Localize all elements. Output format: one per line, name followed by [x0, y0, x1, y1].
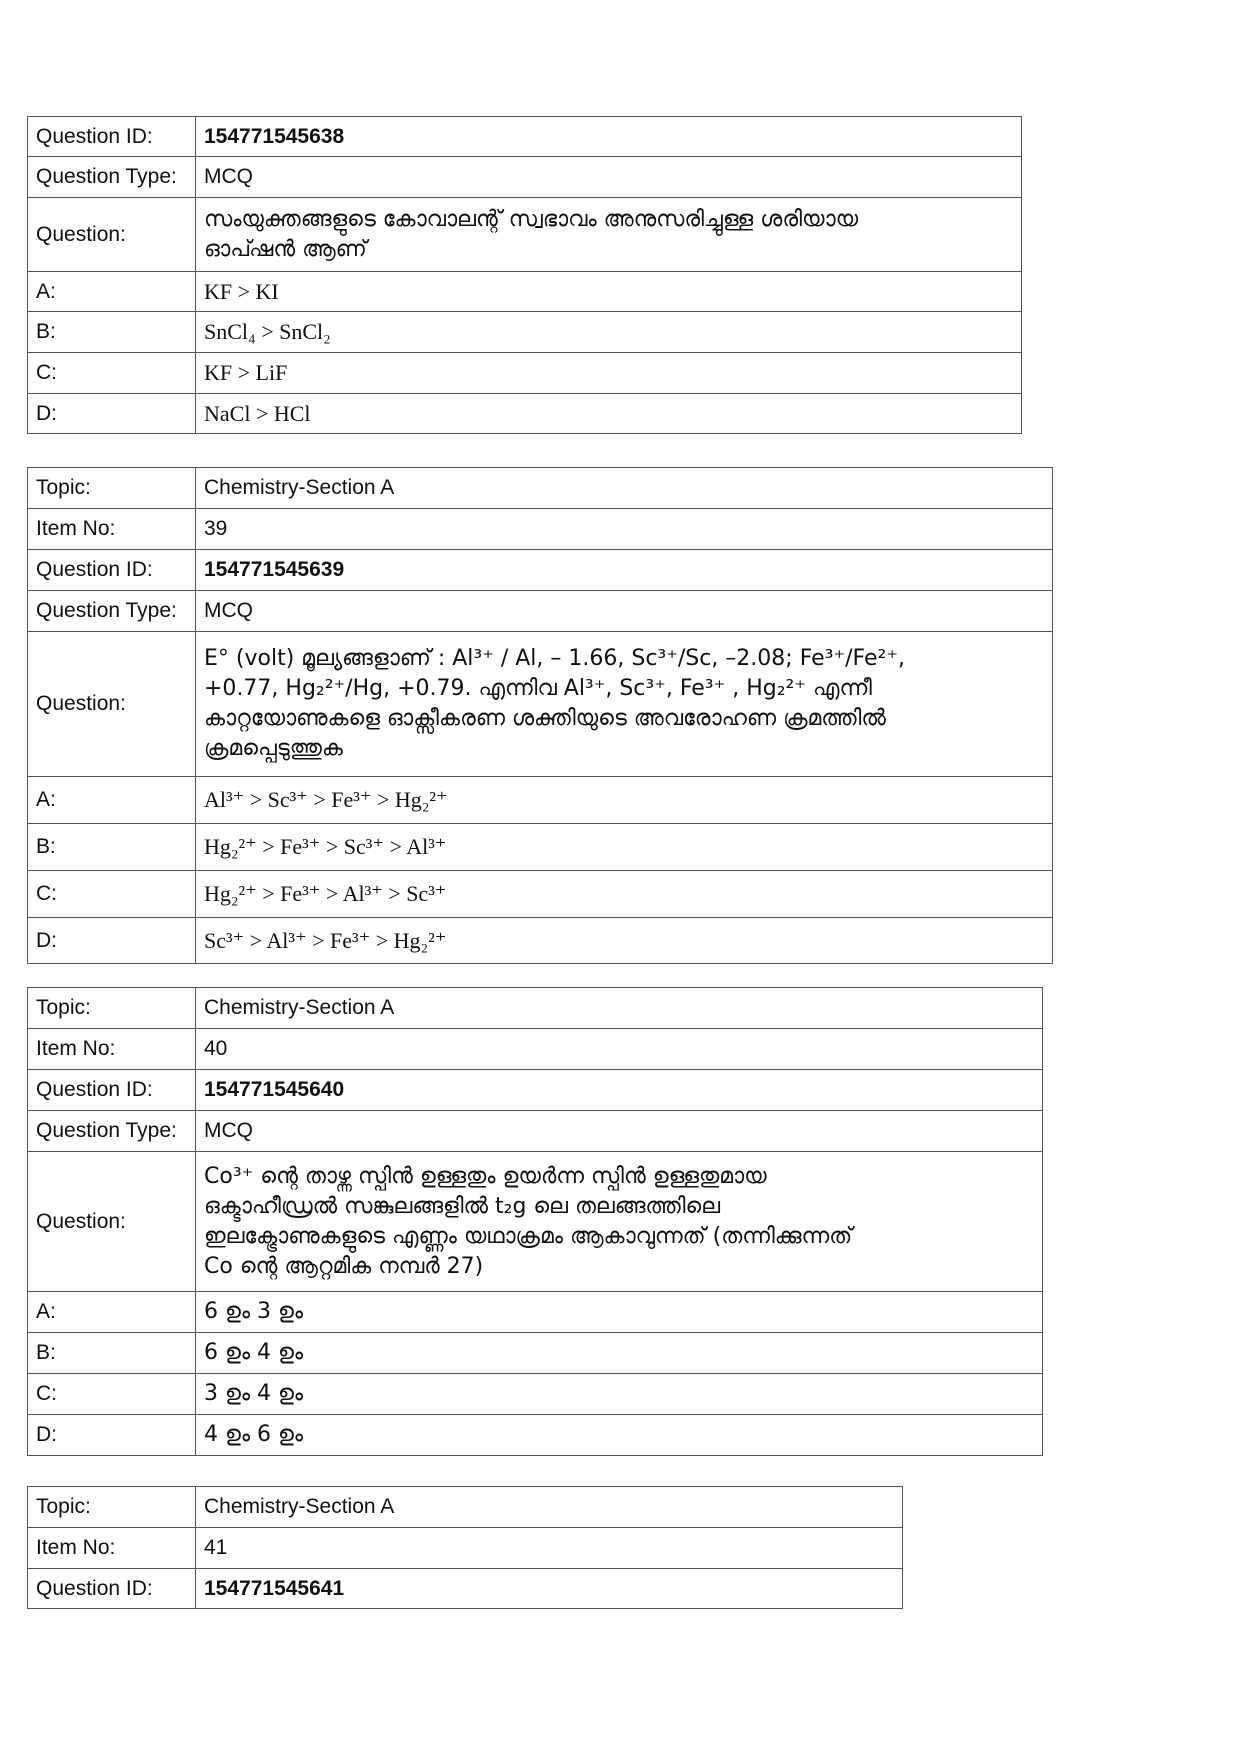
question-id-label: Question ID:	[28, 1569, 196, 1609]
topic-row	[28, 468, 1053, 509]
topic-value: Chemistry-Section A	[196, 468, 1053, 509]
question-type-label: Question Type:	[28, 1111, 196, 1152]
topic-label: Topic:	[28, 1487, 196, 1528]
question-line: ഇലക്ട്രോണുകളുടെ എണ്ണം യഥാക്രമം ആകാവുന്നത് (തന്നിക്കുന്നത്	[204, 1223, 853, 1249]
option-a-label: A:	[28, 1292, 196, 1333]
question-id-row	[28, 1569, 903, 1609]
question-label: Question:	[28, 632, 196, 777]
question-id-label: Question ID:	[28, 117, 196, 157]
option-b-row	[28, 1333, 1043, 1374]
question-type-row	[28, 157, 1022, 198]
option-d-value: Sc³⁺ > Al³⁺ > Fe³⁺ > Hg₂²⁺	[196, 918, 1053, 964]
question-text	[196, 198, 1022, 272]
question-text	[196, 1152, 1043, 1292]
option-b-label: B:	[28, 312, 196, 353]
question-type-value: MCQ	[196, 157, 1022, 198]
question-type-label: Question Type:	[28, 591, 196, 632]
question-block-39	[27, 467, 1053, 964]
option-b-row	[28, 824, 1053, 871]
option-a-label: A:	[28, 777, 196, 824]
question-id-row	[28, 1070, 1043, 1111]
option-c-label: C:	[28, 871, 196, 918]
question-id-value: 154771545641	[196, 1569, 903, 1609]
question-line: സംയുക്തങ്ങളുടെ കോവാലന്റ് സ്വഭാവം അനുസരിച്ചുള്ള ശരിയായ	[204, 206, 859, 232]
question-id-row	[28, 117, 1022, 157]
question-text	[196, 632, 1053, 777]
option-c-value: 3 ഉം 4 ഉം	[196, 1374, 1043, 1415]
item-no-label: Item No:	[28, 509, 196, 550]
option-c-label: C:	[28, 353, 196, 394]
question-id-value: 154771545639	[196, 550, 1053, 591]
topic-row	[28, 1487, 903, 1528]
option-d-row	[28, 394, 1022, 434]
option-c-value: Hg₂²⁺ > Fe³⁺ > Al³⁺ > Sc³⁺	[196, 871, 1053, 918]
option-a-value: 6 ഉം 3 ഉം	[196, 1292, 1043, 1333]
option-b-value: Hg₂²⁺ > Fe³⁺ > Sc³⁺ > Al³⁺	[196, 824, 1053, 871]
option-a-row	[28, 272, 1022, 312]
option-b-label: B:	[28, 1333, 196, 1374]
option-c-row	[28, 1374, 1043, 1415]
question-line: Co ന്റെ ആറ്റമിക നമ്പർ 27)	[204, 1253, 484, 1279]
option-c-value: KF > LiF	[196, 353, 1022, 394]
question-id-row	[28, 550, 1053, 591]
item-no-label: Item No:	[28, 1528, 196, 1569]
question-type-value: MCQ	[196, 591, 1053, 632]
option-a-row	[28, 1292, 1043, 1333]
question-row	[28, 1152, 1043, 1292]
option-c-label: C:	[28, 1374, 196, 1415]
option-d-row	[28, 918, 1053, 964]
option-b-value: SnCl₄ > SnCl₂	[196, 312, 1022, 353]
item-no-row	[28, 509, 1053, 550]
question-line: കാറ്റയോണുകളെ ഓക്സീകരണ ശക്തിയുടെ അവരോഹണ ക്രമത്തിൽ	[204, 706, 886, 731]
question-line: ഓപ്ഷൻ ആണ്	[204, 236, 367, 262]
item-no-label: Item No:	[28, 1029, 196, 1070]
question-block-38	[27, 116, 1022, 434]
question-block-40	[27, 987, 1043, 1456]
question-line: Co³⁺ ന്റെ താഴ്ന്ന സ്പിൻ ഉള്ളതും ഉയർന്ന സ്പിൻ ഉള്ളതുമായ	[204, 1163, 767, 1189]
option-b-row	[28, 312, 1022, 353]
question-id-label: Question ID:	[28, 550, 196, 591]
item-no-value: 39	[196, 509, 1053, 550]
item-no-value: 41	[196, 1528, 903, 1569]
option-d-label: D:	[28, 394, 196, 434]
question-line: E° (volt) മൂല്യങ്ങളാണ് : Al³⁺ / Al, – 1.66, Sc³⁺/Sc, –2.08; Fe³⁺/Fe²⁺,	[204, 646, 905, 671]
option-b-value: 6 ഉം 4 ഉം	[196, 1333, 1043, 1374]
option-a-value: KF > KI	[196, 272, 1022, 312]
option-a-value: Al³⁺ > Sc³⁺ > Fe³⁺ > Hg₂²⁺	[196, 777, 1053, 824]
question-row	[28, 198, 1022, 272]
question-type-row	[28, 1111, 1043, 1152]
option-c-row	[28, 353, 1022, 394]
question-row	[28, 632, 1053, 777]
option-a-label: A:	[28, 272, 196, 312]
option-d-label: D:	[28, 918, 196, 964]
topic-value: Chemistry-Section A	[196, 988, 1043, 1029]
topic-row	[28, 988, 1043, 1029]
topic-label: Topic:	[28, 468, 196, 509]
question-label: Question:	[28, 198, 196, 272]
question-label: Question:	[28, 1152, 196, 1292]
item-no-row	[28, 1528, 903, 1569]
option-d-row	[28, 1415, 1043, 1456]
question-type-row	[28, 591, 1053, 632]
question-type-label: Question Type:	[28, 157, 196, 198]
question-block-41	[27, 1486, 903, 1609]
item-no-row	[28, 1029, 1043, 1070]
option-d-value: 4 ഉം 6 ഉം	[196, 1415, 1043, 1456]
option-d-value: NaCl > HCl	[196, 394, 1022, 434]
option-b-label: B:	[28, 824, 196, 871]
question-id-label: Question ID:	[28, 1070, 196, 1111]
question-id-value: 154771545640	[196, 1070, 1043, 1111]
option-d-label: D:	[28, 1415, 196, 1456]
topic-label: Topic:	[28, 988, 196, 1029]
question-line: +0.77, Hg₂²⁺/Hg, +0.79. എന്നിവ Al³⁺, Sc³⁺, Fe³⁺ , Hg₂²⁺ എന്നീ	[204, 676, 872, 701]
item-no-value: 40	[196, 1029, 1043, 1070]
question-line: ഒക്ടാഹീഡ്രൽ സങ്കുലങ്ങളിൽ t₂g ലെ തലങ്ങത്തിലെ	[204, 1193, 721, 1219]
option-a-row	[28, 777, 1053, 824]
question-type-value: MCQ	[196, 1111, 1043, 1152]
question-line: ക്രമപ്പെടുത്തുക	[204, 736, 343, 761]
option-c-row	[28, 871, 1053, 918]
topic-value: Chemistry-Section A	[196, 1487, 903, 1528]
question-id-value: 154771545638	[196, 117, 1022, 157]
